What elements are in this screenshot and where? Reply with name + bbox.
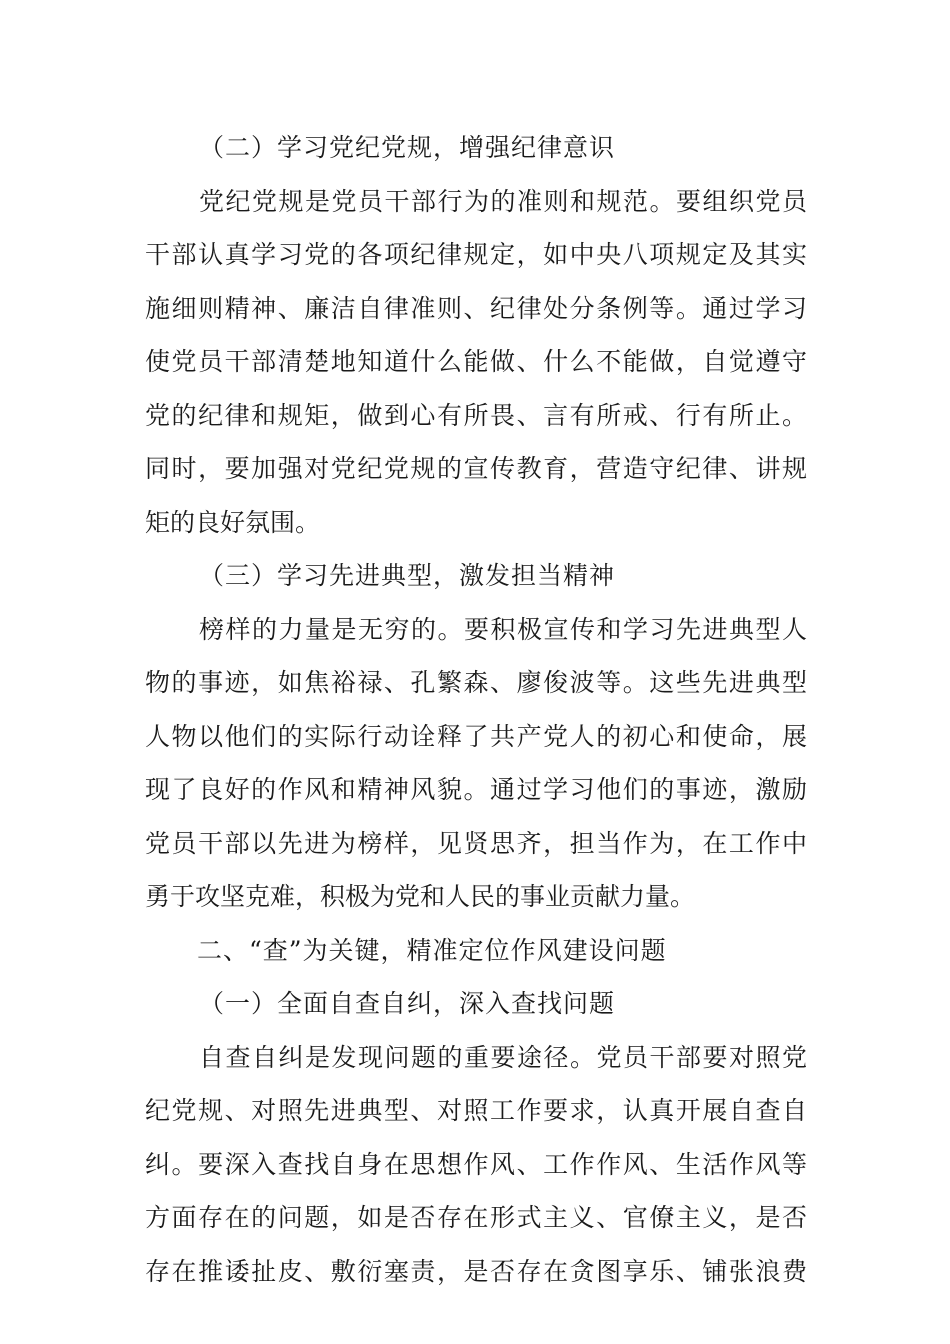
paragraph-line: 物的事迹，如焦裕禄、孔繁森、廖俊波等。这些先进典型 [145,668,807,697]
paragraph-line: 矩的良好氛围。 [145,507,321,537]
paragraph-line: 施细则精神、廉洁自律准则、纪律处分条例等。通过学习 [145,293,807,323]
paragraph-line: 党纪党规是党员干部行为的准则和规范。要组织党员 [199,186,807,216]
section-heading-1: （一）全面自查自纠，深入查找问题 [199,989,616,1018]
section-heading-2: （二）学习党纪党规，增强纪律意识 [199,133,616,162]
chapter-heading: 二、“查”为关键，精准定位作风建设问题 [197,935,667,965]
paragraph-line: 使党员干部清楚地知道什么能做、什么不能做，自觉遵守 [145,347,807,376]
paragraph-line: 纠。要深入查找自身在思想作风、工作作风、生活作风等 [145,1149,807,1179]
document-body [145,121,807,1298]
paragraph-line: 党员干部以先进为榜样，见贤思齐，担当作为，在工作中 [145,828,807,858]
paragraph-line: 人物以他们的实际行动诠释了共产党人的初心和使命，展 [145,721,807,751]
paragraph-line: 榜样的力量是无穷的。要积极宣传和学习先进典型人 [199,614,807,644]
paragraph-line: 自查自纠是发现问题的重要途径。党员干部要对照党 [199,1042,807,1072]
paragraph-line: 存在推诿扯皮、敷衍塞责，是否存在贪图享乐、铺张浪费 [145,1256,807,1286]
paragraph-line: 勇于攻坚克难，积极为党和人民的事业贡献力量。 [145,882,696,911]
paragraph-line: 纪党规、对照先进典型、对照工作要求，认真开展自查自 [145,1096,807,1125]
paragraph-line: 方面存在的问题，如是否存在形式主义、官僚主义，是否 [145,1203,807,1232]
paragraph-line: 现了良好的作风和精神风貌。通过学习他们的事迹，激励 [145,775,807,804]
paragraph-line: 同时，要加强对党纪党规的宣传教育，营造守纪律、讲规 [145,454,807,483]
section-heading-3: （三）学习先进典型，激发担当精神 [199,561,616,590]
paragraph-line: 干部认真学习党的各项纪律规定，如中央八项规定及其实 [145,240,807,269]
paragraph-line: 党的纪律和规矩，做到心有所畏、言有所戒、行有所止。 [145,400,807,430]
